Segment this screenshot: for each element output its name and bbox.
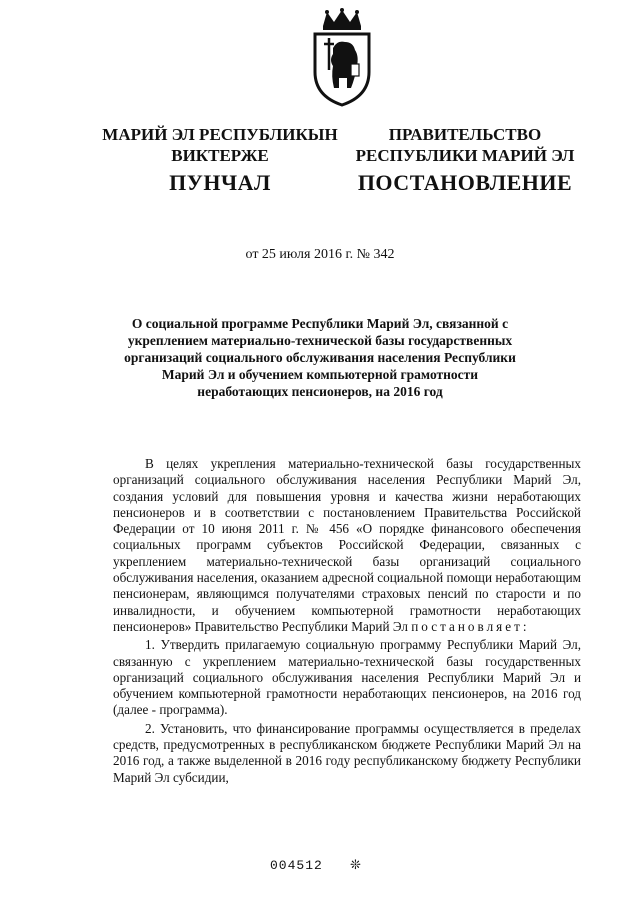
paragraph-item-2: 2. Установить, что финансирование программы осуществляется в пределах средств, предусмотренных в республиканском бюджете Республики Марий Эл на 2016 год, а также выделенной в 2016 году республиканскому бюджету Республики Марий Эл субсидии, <box>113 720 581 785</box>
footer-ornament: ❊ <box>350 857 361 872</box>
header-right-org <box>355 124 575 166</box>
header-left-line1: МАРИЙ ЭЛ РЕСПУБЛИКЫН <box>102 125 338 144</box>
header-left-org <box>95 124 345 166</box>
doctype-russian: ПОСТАНОВЛЕНИЕ <box>357 170 573 195</box>
document-date: от 25 июля 2016 г. № 342 <box>245 247 395 262</box>
paragraph-item-1: 1. Утвердить прилагаемую социальную программу Республики Марий Эл, связанную с укреплением материально-технической базы государственных организаций социального обслуживания населения Республики Марий Эл и обучением компьютерной грамотности неработающих пенсионеров, на 2016 год (далее - программа). <box>113 637 581 718</box>
coat-of-arms-icon <box>303 8 381 108</box>
doctype-mari: ПУНЧАЛ <box>169 170 271 195</box>
paragraph-preamble <box>113 456 581 635</box>
form-serial-number: 004512 <box>270 858 323 873</box>
document-title: О социальной программе Республики Марий Эл, связанной с укреплением материально-технической базы государственных организаций социального обслуживания населения Республики Марий Эл и обучением компьютерной грамотности неработающих пенсионеров, на 2016 год <box>124 316 516 399</box>
header-left-line2: ВИКТЕРЖЕ <box>171 146 269 165</box>
header-right-line1: ПРАВИТЕЛЬСТВО <box>388 125 542 144</box>
decree-verb: постановляет: <box>411 618 530 634</box>
document-body <box>113 456 581 786</box>
paragraph-preamble-text: В целях укрепления материально-технической базы государственных организаций социального обслуживания населения Республики Марий Эл, создания условий для повышения уровня и качества жизни неработающих пенсионеров и в соответствии с постановлением Правительства Российской Федерации от 10 июня 2011 г. № 456 «О порядке финансового обеспечения социальных программ субъектов Российской Федерации, связанных с укреплением материально-технической базы организаций социального обслуживания населения, оказанием адресной социальной помощи неработающим пенсионерам, являющимся получателями страховых пенсий по старости и по инвалидности, и обучением компьютерной грамотности неработающих пенсионеров» Правительство Республики Марий Эл <box>113 456 581 634</box>
header-right-line2: РЕСПУБЛИКИ МАРИЙ ЭЛ <box>355 146 575 165</box>
